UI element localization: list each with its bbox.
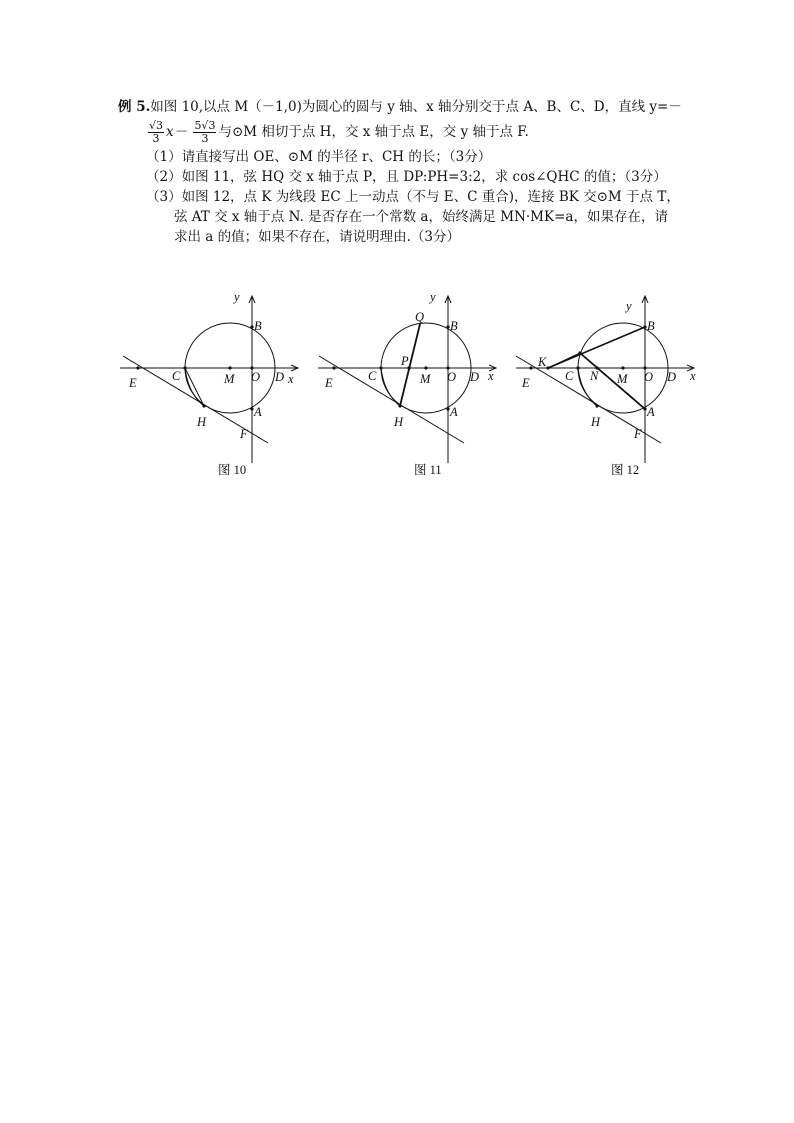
fig11-label-D: D <box>470 370 480 384</box>
fig10-label-y: y <box>234 290 240 304</box>
question-2: （2）如图 11，弦 HQ 交 x 轴于点 P，且 DP:PH=3:2，求 cos∠QHC 的值；（3分） <box>146 169 667 185</box>
fig11-caption: 图 11 <box>414 463 442 477</box>
fig12-label-N: N <box>590 369 599 383</box>
fig11-arc-ch <box>381 368 400 406</box>
question-3-line-1: （3）如图 12，点 K 为线段 EC 上一动点（不与 E、C 重合)，连接 BK 交⊙M 于点 T， <box>146 189 680 205</box>
fig10-label-A: A <box>254 405 262 419</box>
figures-svg <box>118 288 708 488</box>
fig10-chord-ca <box>185 368 204 406</box>
fig11-tangent-line <box>319 356 464 443</box>
fraction-5sqrt3-over-3: $\frac{5√3}{3}$ <box>194 119 216 145</box>
fig11-label-P: P <box>401 354 409 368</box>
question-1: （1）请直接写出 OE、⊙M 的半径 r、CH 的长；（3分） <box>146 149 492 165</box>
fig12-label-C: C <box>565 369 574 383</box>
fig12-label-H: H <box>591 415 601 429</box>
fig12-label-O: O <box>644 370 654 384</box>
fig12-label-D: D <box>667 370 677 384</box>
fig12-caption: 图 12 <box>611 463 640 477</box>
problem-statement: 如图 10,以点 M（－1,0)为圆心的圆与 y 轴、x 轴分别交于点 A、B、C、D，直线 y=－ <box>150 99 682 115</box>
fig10-label-O: O <box>251 370 261 384</box>
fig12-label-x: x <box>690 369 696 383</box>
problem-line-1 <box>118 97 698 117</box>
fig10-label-H: H <box>197 415 207 429</box>
fig10-label-C: C <box>172 369 181 383</box>
fig12-segment-kt <box>548 353 580 368</box>
fig10-label-M: M <box>224 372 235 386</box>
fig11-label-E: E <box>325 376 333 390</box>
question-3-line-2: 弦 AT 交 x 轴于点 N. 是否存在一个常数 a，始终满足 MN·MK=a，如果存在，请 <box>174 209 668 225</box>
fig11-label-Q: Q <box>415 310 425 324</box>
fig11-label-y: y <box>430 290 436 304</box>
fig10-caption: 图 10 <box>218 463 247 477</box>
fig11-label-x: x <box>488 369 494 383</box>
fig12-label-B: B <box>647 319 655 333</box>
fig11-label-O: O <box>447 370 457 384</box>
fig11-label-M: M <box>420 372 431 386</box>
problem-line-2 <box>118 117 698 147</box>
fig12-label-K: K <box>538 355 547 369</box>
fig11-label-H: H <box>394 415 404 429</box>
problem-statement-rest: 与⊙M 相切于点 H，交 x 轴于点 E，交 y 轴于点 F. <box>218 124 529 140</box>
fig12-segment-kb <box>548 327 645 368</box>
fig12-labels <box>521 299 696 441</box>
fig10-label-D: D <box>275 370 285 384</box>
fig11-label-A: A <box>450 405 458 419</box>
fig11-labels <box>324 290 494 429</box>
fraction-suffix: x－ <box>166 124 188 140</box>
fig10-label-E: E <box>129 376 137 390</box>
fig10-labels <box>128 290 294 441</box>
fig12-label-M: M <box>617 372 628 386</box>
fig10-label-x: x <box>288 372 294 386</box>
fig11-label-C: C <box>368 369 377 383</box>
fig12-label-y: y <box>626 299 632 313</box>
figure-10 <box>120 296 298 463</box>
question-3-line-3: 求出 a 的值；如果不存在，请说明理由.（3分） <box>174 229 461 245</box>
figures-row <box>118 288 708 488</box>
problem-label: 例 5. <box>118 99 151 115</box>
fig12-label-A: A <box>647 405 655 419</box>
fig10-label-B: B <box>254 319 262 333</box>
fig11-label-B: B <box>450 319 458 333</box>
fig10-label-F: F <box>240 427 248 441</box>
fig12-label-F: F <box>634 427 642 441</box>
problem-text <box>118 97 698 247</box>
fraction-sqrt3-over-3: $\frac{√3}{3}$ <box>149 119 164 145</box>
fig12-label-E: E <box>522 376 530 390</box>
